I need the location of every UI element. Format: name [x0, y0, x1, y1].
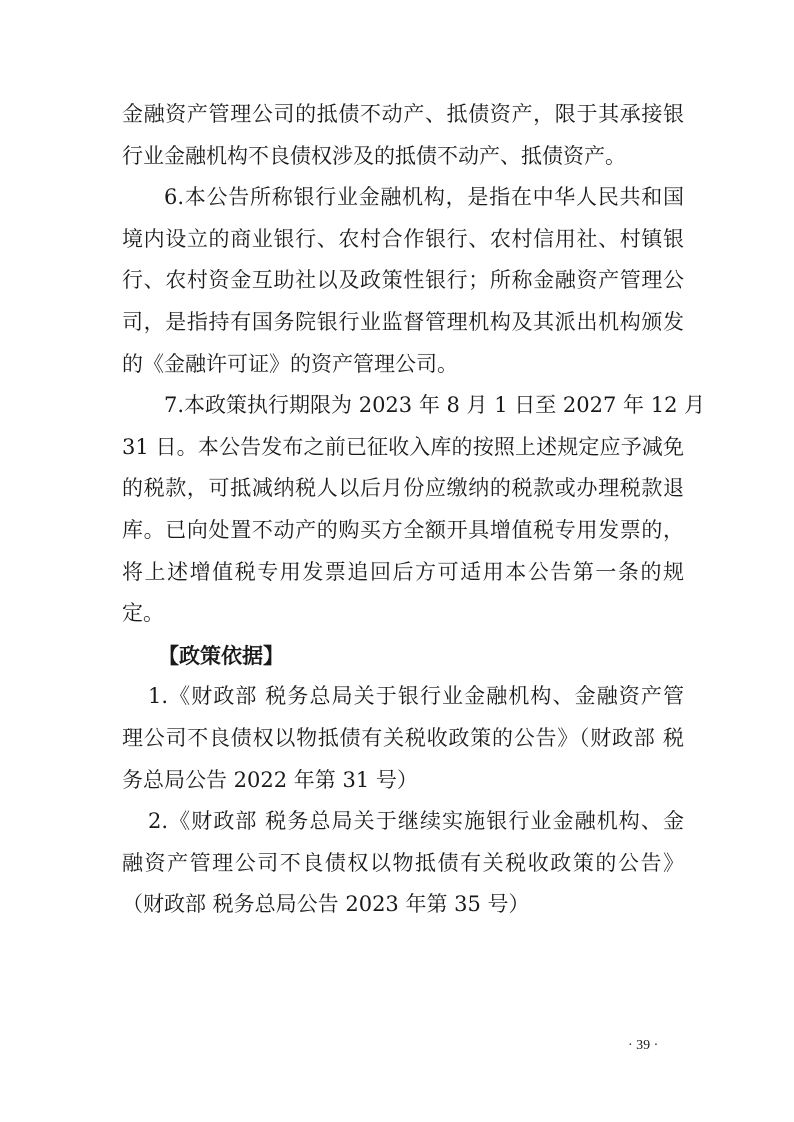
basis-item: [122, 676, 684, 801]
text-line: 6.本公告所称银行业金融机构，是指在中华人民共和国: [164, 185, 684, 210]
text-line: 定。: [122, 601, 164, 626]
section-heading: 【政策依据】: [158, 642, 284, 668]
paragraph: [122, 177, 684, 385]
text-line: 库。已向处置不动产的购买方全额开具增值税专用发票的，: [122, 517, 684, 542]
text-line: 融资产管理公司不良债权以物抵债有关税收政策的公告》: [122, 850, 684, 875]
text-line: 务总局公告 2022 年第 31 号）: [122, 767, 418, 792]
text-line: 的《金融许可证》的资产管理公司。: [122, 351, 458, 376]
text-line: 境内设立的商业银行、农村合作银行、农村信用社、村镇银: [122, 226, 684, 251]
document-body: [122, 94, 706, 926]
text-line: 的税款，可抵减纳税人以后月份应缴纳的税款或办理税款退: [122, 476, 684, 501]
text-line: 2.《财政部 税务总局关于继续实施银行业金融机构、金: [148, 809, 684, 834]
basis-item: [122, 801, 684, 926]
text-line: 理公司不良债权以物抵债有关税收政策的公告》（财政部 税: [122, 725, 684, 750]
paragraph: [122, 94, 684, 177]
text-line: 金融资产管理公司的抵债不动产、抵债资产，限于其承接银: [122, 102, 684, 126]
text-line: 31 日。本公告发布之前已征收入库的按照上述规定应予减免: [122, 434, 684, 459]
text-line: 将上述增值税专用发票追回后方可适用本公告第一条的规: [122, 559, 684, 584]
text-line: 行、农村资金互助社以及政策性银行；所称金融资产管理公: [122, 268, 684, 293]
text-line: 1.《财政部 税务总局关于银行业金融机构、金融资产管: [148, 684, 684, 709]
page-number: · 39 ·: [628, 1038, 659, 1053]
text-line: 7.本政策执行期限为 2023 年 8 月 1 日至 2027 年 12 月: [164, 393, 706, 418]
text-line: 司，是指持有国务院银行业监督管理机构及其派出机构颁发: [122, 309, 684, 334]
paragraph: [122, 385, 706, 635]
text-line: 行业金融机构不良债权涉及的抵债不动产、抵债资产。: [122, 143, 626, 168]
text-line: （财政部 税务总局公告 2023 年第 35 号）: [122, 892, 530, 917]
